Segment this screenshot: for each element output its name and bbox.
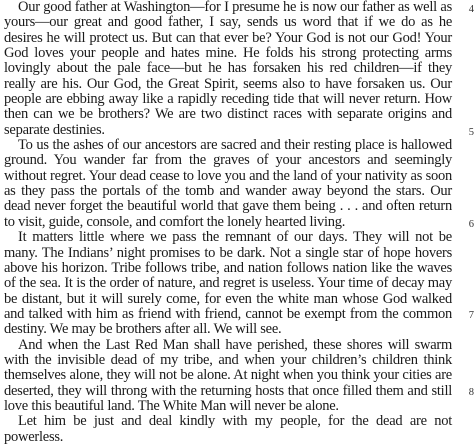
line-number: 6 [468, 219, 474, 230]
paragraph-1: Our good father at Washington—for I presume he is now our father as well as yours—our great and good father, I say, sends us word that if we do as he desires he will protect us. But can that ever be? Your God is not our God! Your God loves your people and hates mine. He folds his strong protecting arms lovingly about the pale face—but he has forsaken his red children—if they really are his. Our God, the Great Spirit, seems also to have forsaken us. Our people are ebbing away like a rapidly receding tide that will never return. How then can we be brothers? We are two distinct races with separate origins and separate destinies. [4, 0, 452, 138]
line-number: 7 [468, 310, 474, 321]
paragraph-5: Let him be just and deal kindly with my people, for the dead are not powerless. [4, 413, 452, 445]
paragraph-4: And when the Last Red Man shall have perished, these shores will swarm with the invisible dead of my tribe, and when your children’s children think themselves alone, they will not be alone. At night when you think your cities are deserted, they will throng with the returning hosts that once filled them and still love this beautiful land. The White Man will never be alone. [4, 336, 452, 414]
line-number: 5 [468, 127, 474, 138]
paragraph-2: To us the ashes of our ancestors are sacred and their resting place is hallowed ground. You wander far from the graves of your ancestors and seemingly without regret. Your dead cease to love you and the land of your nativity as soon as they pass the portals of the tomb and wander away beyond the stars. Our dead never forget the beautiful world that gave them being . . . and often return to visit, guide, console, and comfort the lonely hearted living. [4, 137, 452, 230]
paragraph-3: It matters little where we pass the remnant of our days. They will not be many. The Indians’ night promises to be dark. Not a single star of hope hovers above his horizon. Tribe follows tribe, and nation follows nation like the waves of the sea. It is the order of nature, and regret is useless. Your time of decay may be distant, but it will surely come, for even the white man whose God walked and talked with him as friend with friend, cannot be exempt from the common destiny. We may be brothers after all. We will see. [4, 229, 452, 338]
document-body [4, 0, 452, 445]
line-number-margin [460, 0, 474, 406]
line-number: 4 [468, 4, 474, 15]
line-number: 8 [468, 387, 474, 398]
